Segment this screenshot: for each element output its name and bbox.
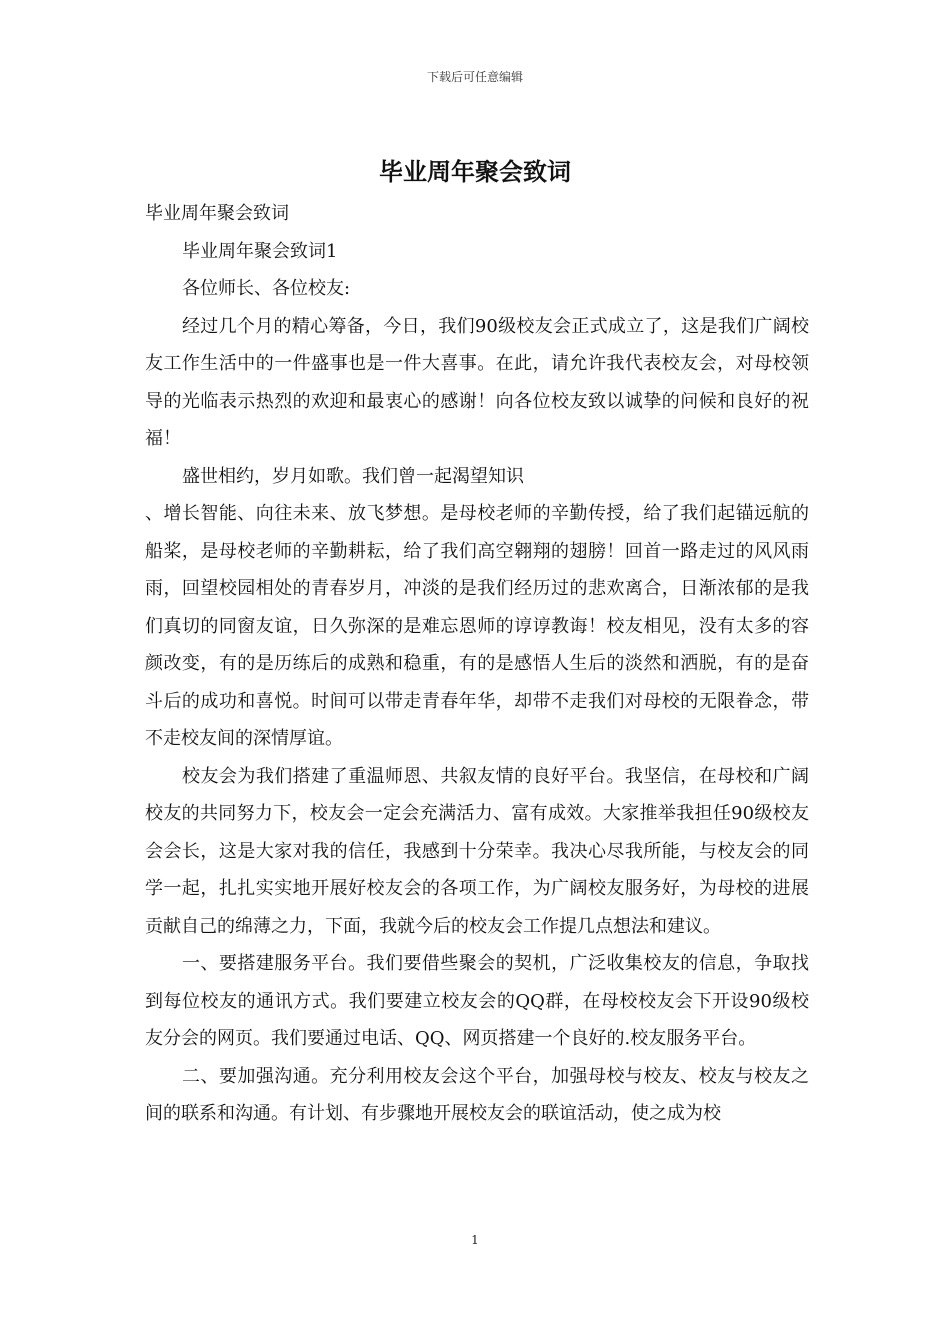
page-header-note: 下载后可任意编辑 <box>426 70 523 84</box>
paragraph: 校友会为我们搭建了重温师恩、共叙友情的良好平台。我坚信，在母校和广阔校友的共同努力下，校友会一定会充满活力、富有成效。大家推举我担任90级校友会会长，这是大家对我的信任，我感到十分荣幸。我决心尽我所能，与校友会的同学一起，扎扎实实地开展好校友会的各项工作，为广阔校友服务好，为母校的进展贡献自己的绵薄之力，下面，我就今后的校友会工作提几点想法和建议。 <box>145 765 809 937</box>
page-number: 1 <box>471 1233 479 1247</box>
paragraph: 、增长智能、向往未来、放飞梦想。是母校老师的辛勤传授，给了我们起锚远航的船桨，是母校老师的辛勤耕耘，给了我们高空翱翔的翅膀！回首一路走过的风风雨雨，回望校园相处的青春岁月，冲淡的是我们经历过的悲欢离合，日渐浓郁的是我们真切的同窗友谊，日久弥深的是难忘恩师的谆谆教诲！校友相见，没有太多的容颜改变，有的是历练后的成熟和稳重，有的是感悟人生后的淡然和洒脱，有的是奋斗后的成功和喜悦。时间可以带走青春年华，却带不走我们对母校的无限眷念，带不走校友间的深情厚谊。 <box>145 503 809 749</box>
paragraph-subheading: 毕业周年聚会致词1 <box>182 240 338 262</box>
paragraph-salutation: 各位师长、各位校友: <box>182 278 351 299</box>
paragraph: 一、要搭建服务平台。我们要借些聚会的契机，广泛收集校友的信息，争取找到每位校友的通讯方式。我们要建立校友会的QQ群，在母校校友会下开设90级校友分会的网页。我们要通过电话、QQ、网页搭建一个良好的.校友服务平台。 <box>145 953 809 1049</box>
paragraph: 经过几个月的精心筹备，今日，我们90级校友会正式成立了，这是我们广阔校友工作生活中的一件盛事也是一件大喜事。在此，请允许我代表校友会，对母校领导的光临表示热烈的欢迎和最衷心的感谢！向各位校友致以诚挚的问候和良好的祝福！ <box>145 315 809 449</box>
document-body <box>145 195 809 1133</box>
paragraph: 盛世相约，岁月如歌。我们曾一起渴望知识 <box>182 465 524 487</box>
paragraph-heading: 毕业周年聚会致词 <box>145 203 289 224</box>
paragraph: 二、要加强沟通。充分利用校友会这个平台，加强母校与校友、校友与校友之间的联系和沟通。有计划、有步骤地开展校友会的联谊活动，使之成为校 <box>145 1065 809 1124</box>
document-title: 毕业周年聚会致词 <box>379 158 571 186</box>
